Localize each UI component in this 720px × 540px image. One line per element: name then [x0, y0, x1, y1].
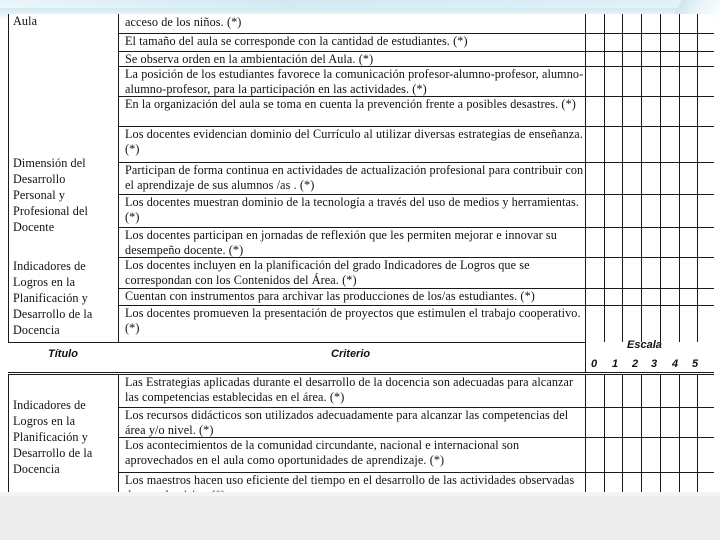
scale-column-divider: [697, 14, 698, 342]
criterion-text: El tamaño del aula se corresponde con la cantidad de estudiantes. (*): [125, 34, 468, 48]
scanned-rubric-table: [8, 14, 714, 492]
row-title-text: Indicadores de: [13, 259, 86, 273]
title-column-divider: [118, 374, 119, 492]
header-top-border: [8, 342, 585, 343]
criterion-text: Los docentes participan en jornadas de reflexión que les permiten mejorar e innovar su desempeño docente. (*): [125, 228, 557, 257]
scale-column-divider: [679, 14, 680, 342]
scale-column-divider: [622, 374, 623, 492]
row-title-text: Personal y: [13, 188, 66, 202]
scale-column-divider: [660, 374, 661, 492]
scale-number-2: 2: [632, 358, 639, 370]
row-title-text: Profesional del: [13, 204, 88, 218]
criterion-text: Las Estrategias aplicadas durante el desarrollo de la docencia son adecuadas para alcanzar las competencias establecidas en el área. (*): [125, 375, 574, 404]
scale-header-escala: Escala: [627, 339, 662, 351]
scale-column-divider: [697, 374, 698, 492]
scale-number-3: 3: [651, 358, 658, 370]
criterion-text: acceso de los niños. (*): [125, 15, 242, 29]
scale-number-4: 4: [672, 358, 679, 370]
row-title-text: Docencia: [13, 462, 60, 476]
header-scale-left: [585, 338, 586, 372]
criterion-text: Los docentes muestran dominio de la tecnología a través del uso de medios y herramientas. (*): [125, 195, 579, 224]
criterion-text: Cuentan con instrumentos para archivar las producciones de los/as estudiantes. (*): [125, 289, 535, 303]
table-left-border: [8, 14, 9, 342]
scale-number-0: 0: [591, 358, 598, 370]
row-title-text: Desarrollo de la: [13, 446, 93, 460]
row-title-text: Docencia: [13, 323, 60, 337]
criterion-text: Los docentes incluyen en la planificación del grado Indicadores de Logros que se correspondan con los Contenidos del Área. (*): [125, 258, 530, 287]
scale-column-divider: [660, 14, 661, 342]
slide-top-highlight: [0, 0, 720, 8]
scale-column-divider: [604, 14, 605, 342]
row-title-text: Desarrollo: [13, 172, 66, 186]
row-title-text: Planificación y: [13, 291, 88, 305]
row-title-text: Logros en la: [13, 275, 76, 289]
criterion-text: Los maestros hacen uso eficiente del tiempo en el desarrollo de las actividades observadas: [125, 473, 575, 487]
criterion-text: Los docentes promueven la presentación de proyectos que estimulen el trabajo cooperativo. (*): [125, 306, 581, 335]
scale-column-divider: [585, 14, 586, 342]
scale-column-divider: [679, 374, 680, 492]
scale-column-divider: [604, 374, 605, 492]
scale-column-divider: [641, 374, 642, 492]
row-title-text: Indicadores de: [13, 398, 86, 412]
column-header-criterio: Criterio: [331, 348, 371, 360]
row-title-text: Dimensión del: [13, 156, 86, 170]
table-left-border: [8, 374, 9, 492]
title-column-divider: [118, 14, 119, 342]
scale-column-divider: [585, 374, 586, 492]
criterion-text: La posición de los estudiantes favorece la comunicación profesor-alumno-profesor, alumno-alumno-profesor, para la participación en las actividades. (*): [125, 67, 584, 96]
scale-column-divider: [622, 14, 623, 342]
column-header-titulo: Título: [48, 348, 78, 360]
scale-number-1: 1: [612, 358, 619, 370]
criterion-text: Los acontecimientos de la comunidad circundante, nacional e internacional son aprovechados en el aula como oportunidades de aprendizaje. (*): [125, 438, 520, 467]
row-title-text: Logros en la: [13, 414, 76, 428]
scale-number-5: 5: [692, 358, 699, 370]
row-title-text: Aula: [13, 14, 38, 28]
scale-column-divider: [641, 14, 642, 342]
header-bottom-border: [8, 372, 714, 373]
slide-bottom-band: [0, 496, 720, 540]
criterion-text: Los recursos didácticos son utilizados adecuadamente para alcanzar las competencias del área y/o nivel. (*): [125, 408, 569, 437]
criterion-text: Se observa orden en la ambientación del Aula. (*): [125, 52, 374, 66]
criterion-text: En la organización del aula se toma en cuenta la prevención frente a posibles desastres. (*): [125, 97, 576, 111]
row-title-text: Docente: [13, 220, 55, 234]
criterion-text: Participan de forma continua en actividades de actualización profesional para contribuir con el aprendizaje de sus alumnos /as . (*): [125, 163, 584, 192]
criterion-text: Los docentes evidencian dominio del Currículo al utilizar diversas estrategias de enseñanza. (*): [125, 127, 583, 156]
row-title-text: Planificación y: [13, 430, 88, 444]
row-title-text: Desarrollo de la: [13, 307, 93, 321]
